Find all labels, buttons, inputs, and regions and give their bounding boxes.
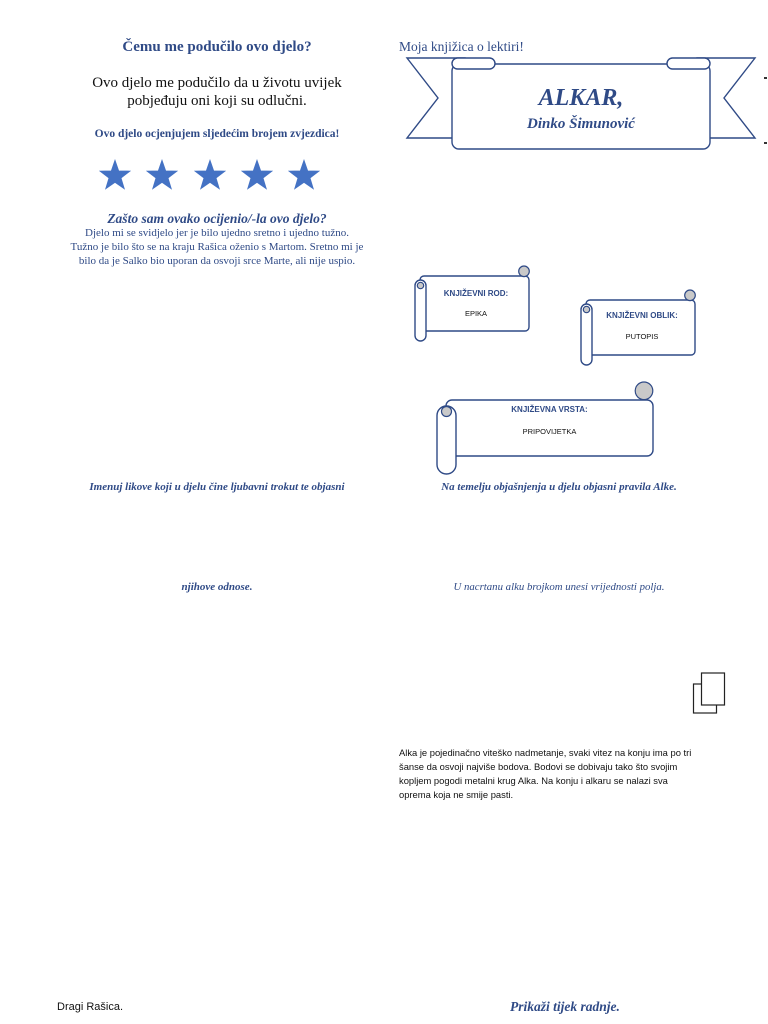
lesson-line: Ovo djelo me podučilo da u životu uvijek xyxy=(92,75,342,91)
scroll-shape xyxy=(414,265,530,342)
star-icon xyxy=(99,159,131,191)
booklet-title: Moja knjižica o lektiri! xyxy=(399,39,524,54)
scroll-literary-type xyxy=(436,381,654,475)
alka-values-prompt: U nacrtanu alku brojkom unesi vrijednosti polja. xyxy=(453,581,665,593)
edge-mark xyxy=(764,142,767,144)
book-author: Dinko Šimunović xyxy=(527,116,635,132)
scroll-value: PRIPOVIJETKA xyxy=(522,427,577,436)
reason-heading: Zašto sam ovako ocijenio/-la ovo djelo? xyxy=(107,211,327,226)
copy-icon xyxy=(692,671,726,715)
lesson-heading: Čemu me podučilo ovo djelo? xyxy=(122,39,312,55)
title-banner xyxy=(405,56,757,152)
reason-line: bilo da je Salko bio uporan da osvoji srce Marte, ali nije uspio. xyxy=(78,255,356,267)
edge-mark xyxy=(764,77,767,79)
lesson-line: pobjeđuju oni koji su odlučni. xyxy=(127,93,307,109)
scroll-literary-form xyxy=(580,289,696,366)
star-icon xyxy=(194,159,226,191)
reason-line: Tužno je bilo što se na kraju Rašica oženio s Martom. Sretno mi je xyxy=(70,241,364,253)
scroll-value: EPIKA xyxy=(464,309,488,318)
alka-rules-line: šanse da osvoji najviše bodova. Bodovi se dobivaju tako što svojim xyxy=(399,761,678,772)
scroll-literary-genre xyxy=(414,265,530,342)
star-icon xyxy=(288,159,320,191)
star-icon xyxy=(146,159,178,191)
plot-prompt: Prikaži tijek radnje. xyxy=(510,999,620,1014)
book-title: ALKAR, xyxy=(538,85,624,111)
love-triangle-prompt: Imenuj likove koji u djelu čine ljubavni trokut te objasni xyxy=(89,481,345,493)
rating-prompt: Ovo djelo ocjenjujem sljedećim brojem zvjezdica! xyxy=(94,128,340,140)
love-triangle-prompt-continued: njihove odnose. xyxy=(181,581,253,593)
alka-rules-line: oprema koja ne smije pasti. xyxy=(399,789,514,800)
star-rating xyxy=(99,159,335,191)
alka-rules-line: Alka je pojedinačno viteško nadmetanje, svaki vitez na konju ima po tri xyxy=(399,747,692,758)
alka-rules-line: kopljem pogodi metalni krug Alka. Na konju i alkaru se nalazi sva xyxy=(399,775,668,786)
star-icon xyxy=(241,159,273,191)
scroll-label: KNJIŽEVNI OBLIK: xyxy=(606,311,678,320)
scroll-value: PUTOPIS xyxy=(625,332,659,341)
scroll-label: KNJIŽEVNA VRSTA: xyxy=(511,405,588,414)
footer-text: Dragi Rašica. xyxy=(57,1001,124,1013)
alka-rules-prompt: Na temelju objašnjenja u djelu objasni pravila Alke. xyxy=(441,481,677,493)
scroll-label: KNJIŽEVNI ROD: xyxy=(443,289,509,298)
scroll-shape xyxy=(580,289,696,366)
reason-line: Djelo mi se svidjelo jer je bilo ujedno sretno i ujedno tužno. xyxy=(85,227,349,239)
